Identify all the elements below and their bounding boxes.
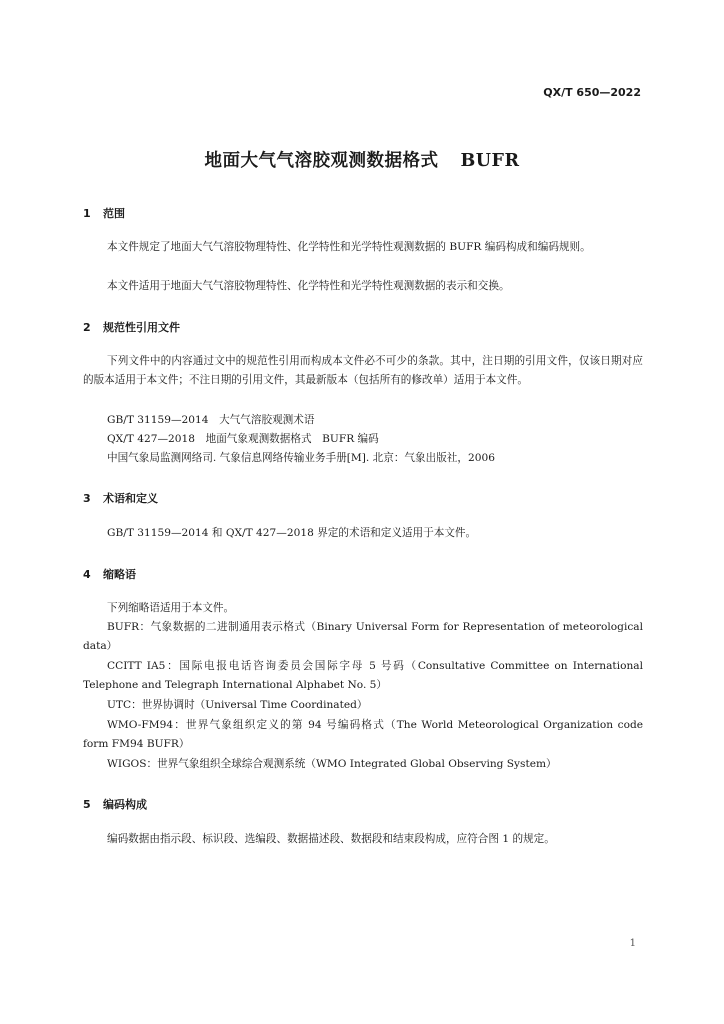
section-number: 1	[83, 207, 91, 220]
section-5-paragraph-1: 编码数据由指示段、标识段、选编段、数据描述段、数据段和结束段构成，应符合图 1 的规定。	[107, 833, 555, 845]
section-5-heading	[83, 796, 147, 812]
section-number: 4	[83, 568, 91, 581]
reference-item: 中国气象局监测网络司. 气象信息网络传输业务手册[M]. 北京：气象出版社，2006	[107, 452, 495, 464]
section-title: 范围	[103, 207, 125, 220]
section-2-heading	[83, 319, 180, 335]
abbreviation-ccitt: CCITT IA5：国际电报电话咨询委员会国际字母 5 号码（Consultative Committee on International Telephone and Telegraph International Alphabet No. 5）	[83, 660, 643, 691]
section-title: 术语和定义	[103, 492, 158, 505]
section-title: 缩略语	[103, 568, 136, 581]
section-number: 5	[83, 798, 91, 811]
abbreviation-wigos: WIGOS：世界气象组织全球综合观测系统（WMO Integrated Global Observing System）	[107, 758, 557, 770]
section-title: 规范性引用文件	[103, 321, 180, 334]
section-number: 2	[83, 321, 91, 334]
reference-item: QX/T 427—2018 地面气象观测数据格式 BUFR 编码	[107, 433, 379, 445]
page-number: 1	[629, 938, 636, 949]
reference-item: GB/T 31159—2014 大气气溶胶观测术语	[107, 414, 315, 426]
abbreviation-bufr: BUFR：气象数据的二进制通用表示格式（Binary Universal Form for Representation of meteorological data）	[83, 621, 643, 652]
section-4-heading	[83, 566, 136, 582]
section-1-paragraph-2: 本文件适用于地面大气气溶胶物理特性、化学特性和光学特性观测数据的表示和交换。	[107, 280, 510, 292]
section-3-heading	[83, 490, 158, 506]
section-1-heading	[83, 205, 125, 221]
abbreviation-wmo-fm94: WMO-FM94：世界气象组织定义的第 94 号编码格式（The World Meteorological Organization code form FM94 BUFR）	[83, 719, 643, 750]
document-title	[0, 147, 724, 172]
title-suffix: BUFR	[460, 151, 520, 171]
section-2-paragraph-1: 下列文件中的内容通过文中的规范性引用而构成本文件必不可少的条款。其中，注日期的引用文件，仅该日期对应的版本适用于本文件；不注日期的引用文件，其最新版本（包括所有的修改单）适用于本文件。	[83, 355, 643, 386]
section-3-paragraph-1: GB/T 31159—2014 和 QX/T 427—2018 界定的术语和定义适用于本文件。	[107, 527, 477, 539]
abbreviation-intro: 下列缩略语适用于本文件。	[107, 602, 235, 614]
section-title: 编码构成	[103, 798, 147, 811]
title-main: 地面大气气溶胶观测数据格式	[204, 151, 439, 171]
section-number: 3	[83, 492, 91, 505]
abbreviation-utc: UTC：世界协调时（Universal Time Coordinated）	[107, 699, 368, 711]
section-1-paragraph-1: 本文件规定了地面大气气溶胶物理特性、化学特性和光学特性观测数据的 BUFR 编码构成和编码规则。	[107, 241, 591, 253]
standard-code: QX/T 650—2022	[543, 86, 641, 99]
